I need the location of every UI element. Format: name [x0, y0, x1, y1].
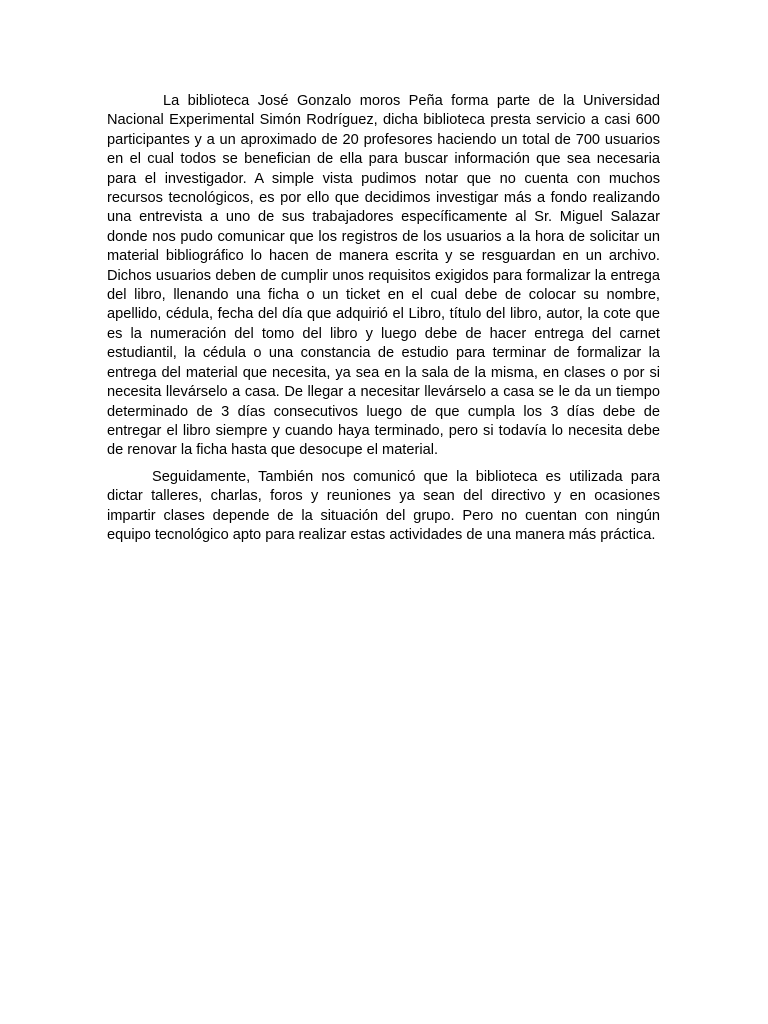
paragraph-library-description: La biblioteca José Gonzalo moros Peña forma parte de la Universidad Nacional Experimental Simón Rodríguez, dicha biblioteca presta servicio a casi 600 participantes y a un aproximado de 20 profesores haciendo un total de 700 usuarios en el cual todos se benefician de ella para buscar información que sea necesaria para el investigador. A simple vista pudimos notar que no cuenta con muchos recursos tecnológicos, es por ello que decidimos investigar más a fondo realizando una entrevista a uno de sus trabajadores específicamente al Sr. Miguel Salazar donde nos pudo comunicar que los registros de los usuarios a la hora de solicitar un material bibliográfico lo hacen de manera escrita y se resguardan en un archivo. Dichos usuarios deben de cumplir unos requisitos exigidos para formalizar la entrega del libro, llenando una ficha o un ticket en el cual debe de colocar su nombre, apellido, cédula, fecha del día que adquirió el Libro, título del libro, autor, la cote que es la numeración del tomo del libro y luego debe de hacer entrega del carnet estudiantil, la cédula o una constancia de estudio para terminar de formalizar la entrega del material que necesita, ya sea en la sala de la misma, en clases o por si necesita llevárselo a casa. De llegar a necesitar llevárselo a casa se le da un tiempo determinado de 3 días consecutivos luego de que cumpla los 3 días debe de entregar el libro siempre y cuando haya terminado, pero si todavía lo necesita debe de renovar la ficha hasta que desocupe el material. — [107, 93, 660, 459]
document-body — [107, 92, 660, 545]
paragraph-library-usage: Seguidamente, También nos comunicó que la biblioteca es utilizada para dictar talleres, charlas, foros y reuniones ya sean del directivo y en ocasiones impartir clases depende de la situación del grupo. Pero no cuentan con ningún equipo tecnológico apto para realizar estas actividades de una manera más práctica. — [107, 468, 660, 543]
